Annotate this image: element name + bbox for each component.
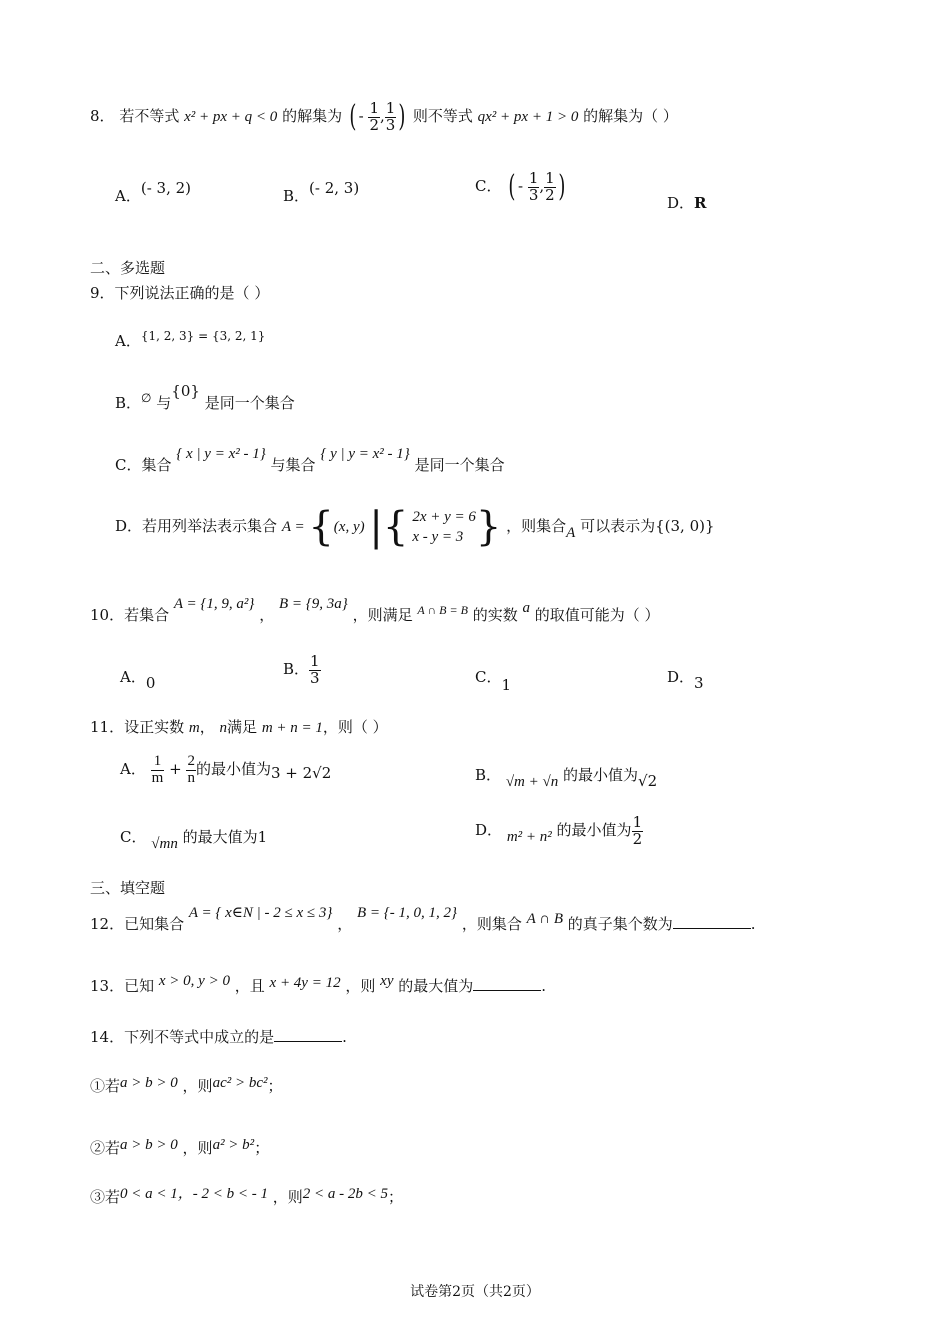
option-d: D．R bbox=[667, 194, 707, 212]
question-8: 8． 若不等式 x² + px + q < 0 的解集为 ( - $\frac{1}{2}$ , $\frac{1}{3}$ ) 则不等式 qx² + px + 1 > 0 的解集为（ ） bbox=[90, 98, 678, 134]
option-a: A．0 bbox=[120, 668, 156, 692]
option-b: B． √m + √n 的最小值为√2 bbox=[475, 766, 658, 790]
option-d: D．3 bbox=[667, 668, 704, 692]
option-a: A．(- 3, 2) bbox=[115, 179, 192, 205]
option-b: B．∅ 与{0} 是同一个集合 bbox=[115, 382, 295, 412]
option-b: B．(- 2, 3) bbox=[283, 179, 360, 205]
answer-blank[interactable] bbox=[473, 976, 541, 991]
option-c: C． √mn 的最大值为1 bbox=[120, 828, 268, 852]
option-d: D．若用列举法表示集合 A = {(x, y) |{ 2x + y = 6 x - y = 3 } ，则集合A 可以表示为{(3, 0)} bbox=[115, 504, 715, 550]
option-d: D． m² + n² 的最小值为 $\frac{1}{2}$ bbox=[475, 812, 643, 848]
question-12: 12．已知集合 A = { x∈N | - 2 ≤ x ≤ 3} ， B = {- 1, 0, 1, 2} ，则集合 A ∩ B 的真子集个数为 . bbox=[90, 905, 756, 933]
answer-blank[interactable] bbox=[274, 1027, 342, 1042]
inequality: qx² + px + 1 > 0 bbox=[477, 109, 579, 125]
option-b: B． $\frac{1}{3}$ bbox=[283, 651, 320, 687]
page-footer: 试卷第2页（共2页） bbox=[410, 1284, 540, 1300]
option-c: C． ( - $\frac{1}{3}$ , $\frac{1}{2}$ ) bbox=[475, 168, 566, 204]
question-9: 9．下列说法正确的是（ ） bbox=[90, 284, 270, 302]
question-11: 11．设正实数 m， n满足 m + n = 1，则（ ） bbox=[90, 718, 388, 736]
statement-2: ②若a > b > 0 ，则a² > b²； bbox=[90, 1137, 270, 1157]
question-10: 10．若集合 A = {1, 9, a²} ， B = {9, 3a} ，则满足 $^{A \cap B = B}$ 的实数 a 的取值可能为（ ） bbox=[90, 596, 660, 624]
solution-interval: ( - $\frac{1}{2}$ , $\frac{1}{3}$ ) bbox=[349, 98, 406, 134]
question-14: 14．下列不等式中成立的是 . bbox=[90, 1028, 347, 1046]
statement-1: ①若a > b > 0 ，则ac² > bc²； bbox=[90, 1075, 283, 1095]
option-c: C．1 bbox=[475, 668, 512, 694]
question-number: 8． bbox=[90, 107, 115, 125]
section-heading: 二、多选题 bbox=[90, 259, 166, 277]
option-c: C．集合 { x | y = x² - 1} 与集合 { y | y = x² - 1} 是同一个集合 bbox=[115, 446, 505, 474]
answer-blank[interactable] bbox=[673, 914, 751, 929]
inequality: x² + px + q < 0 bbox=[184, 109, 278, 125]
option-a: A． $\frac{1}{m}$ + $\frac{2}{n}$ 的最小值为3 + 2√2 bbox=[120, 752, 332, 786]
statement-3: ③若0 < a < 1，- 2 < b < - 1 ，则2 < a - 2b < 5； bbox=[90, 1186, 404, 1206]
option-a: A．$^{\{1, 2, 3\} = \{3, 2, 1\}}$ bbox=[115, 329, 266, 350]
section-heading: 三、填空题 bbox=[90, 879, 166, 897]
question-13: 13．已知 x > 0, y > 0 ，且 x + 4y = 12 ，则 xy 的最大值为 . bbox=[90, 973, 547, 995]
